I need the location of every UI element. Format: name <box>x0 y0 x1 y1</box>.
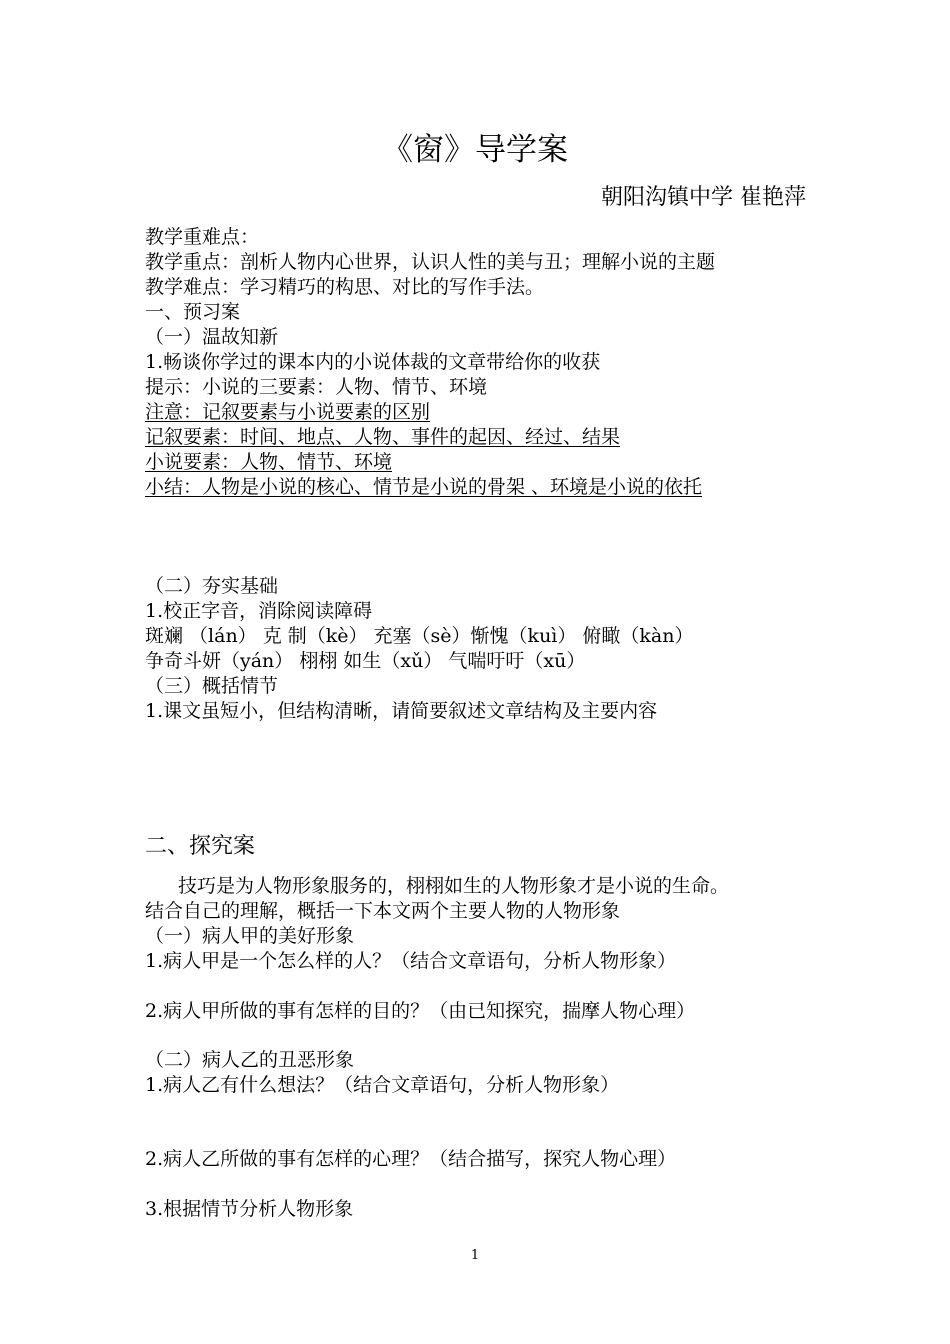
section1-part2-heading: （二）夯实基础 <box>145 575 279 597</box>
section2-intro-line1: 技巧是为人物形象服务的，栩栩如生的人物形象才是小说的生命。 <box>178 875 730 897</box>
section1-part1-summary: 小结：人物是小说的核心、情节是小说的骨架 、环境是小说的依托 <box>145 476 703 498</box>
section2-heading: 二、探究案 <box>145 834 256 859</box>
section1-part3-q1: 1.课文虽短小，但结构清晰，请简要叙述文章结构及主要内容 <box>145 700 658 722</box>
section2-part2-q1: 1.病人乙有什么想法？（结合文章语句，分析人物形象） <box>145 1074 620 1096</box>
section2-intro-line2: 结合自己的理解，概括一下本文两个主要人物的人物形象 <box>145 900 621 922</box>
section2-part1-q2: 2.病人甲所做的事有怎样的目的？（由已知探究，揣摩人物心理） <box>145 1000 696 1022</box>
section2-part2-q2: 2.病人乙所做的事有怎样的心理？（结合描写，探究人物心理） <box>145 1148 677 1170</box>
section2-part1-heading: （一）病人甲的美好形象 <box>145 925 355 947</box>
section2-part1-q1: 1.病人甲是一个怎么样的人？（结合文章语句，分析人物形象） <box>145 950 677 972</box>
section1-part1-hint: 提示：小说的三要素：人物、情节、环境 <box>145 376 488 398</box>
section2-part2-heading: （二）病人乙的丑恶形象 <box>145 1049 355 1071</box>
author-line: 朝阳沟镇中学 崔艳萍 <box>601 185 806 210</box>
document-title: 《窗》导学案 <box>382 132 568 168</box>
page-number: 1 <box>470 1248 480 1263</box>
section1-part1-narrative: 记叙要素：时间、地点、人物、事件的起因、经过、结果 <box>145 426 621 448</box>
section1-part3-heading: （三）概括情节 <box>145 675 279 697</box>
section1-part1-novel: 小说要素：人物、情节、环境 <box>145 451 393 473</box>
section1-part2-q1: 1.校正字音，消除阅读障碍 <box>145 600 373 622</box>
objectives-heading: 教学重难点： <box>145 226 260 248</box>
section1-part2-pinyin2: 争奇斗妍（yán） 栩栩 如生（xǔ） 气喘吁吁（xū） <box>145 650 586 672</box>
section1-part1-heading: （一）温故知新 <box>145 326 279 348</box>
section1-part1-note: 注意：记叙要素与小说要素的区别 <box>145 401 431 423</box>
section1-heading: 一、预习案 <box>145 301 241 323</box>
objectives-key-point: 教学重点：剖析人物内心世界，认识人性的美与丑；理解小说的主题 <box>145 251 716 273</box>
section1-part2-pinyin1: 斑斓 （lán） 克 制（kè） 充塞（sè）惭愧（kuì） 俯瞰（kàn） <box>145 625 694 647</box>
objectives-difficulty: 教学难点：学习精巧的构思、对比的写作手法。 <box>145 276 545 298</box>
section2-part2-q3: 3.根据情节分析人物形象 <box>145 1198 354 1220</box>
section1-part1-q1: 1.畅谈你学过的课本内的小说体裁的文章带给你的收获 <box>145 351 601 373</box>
